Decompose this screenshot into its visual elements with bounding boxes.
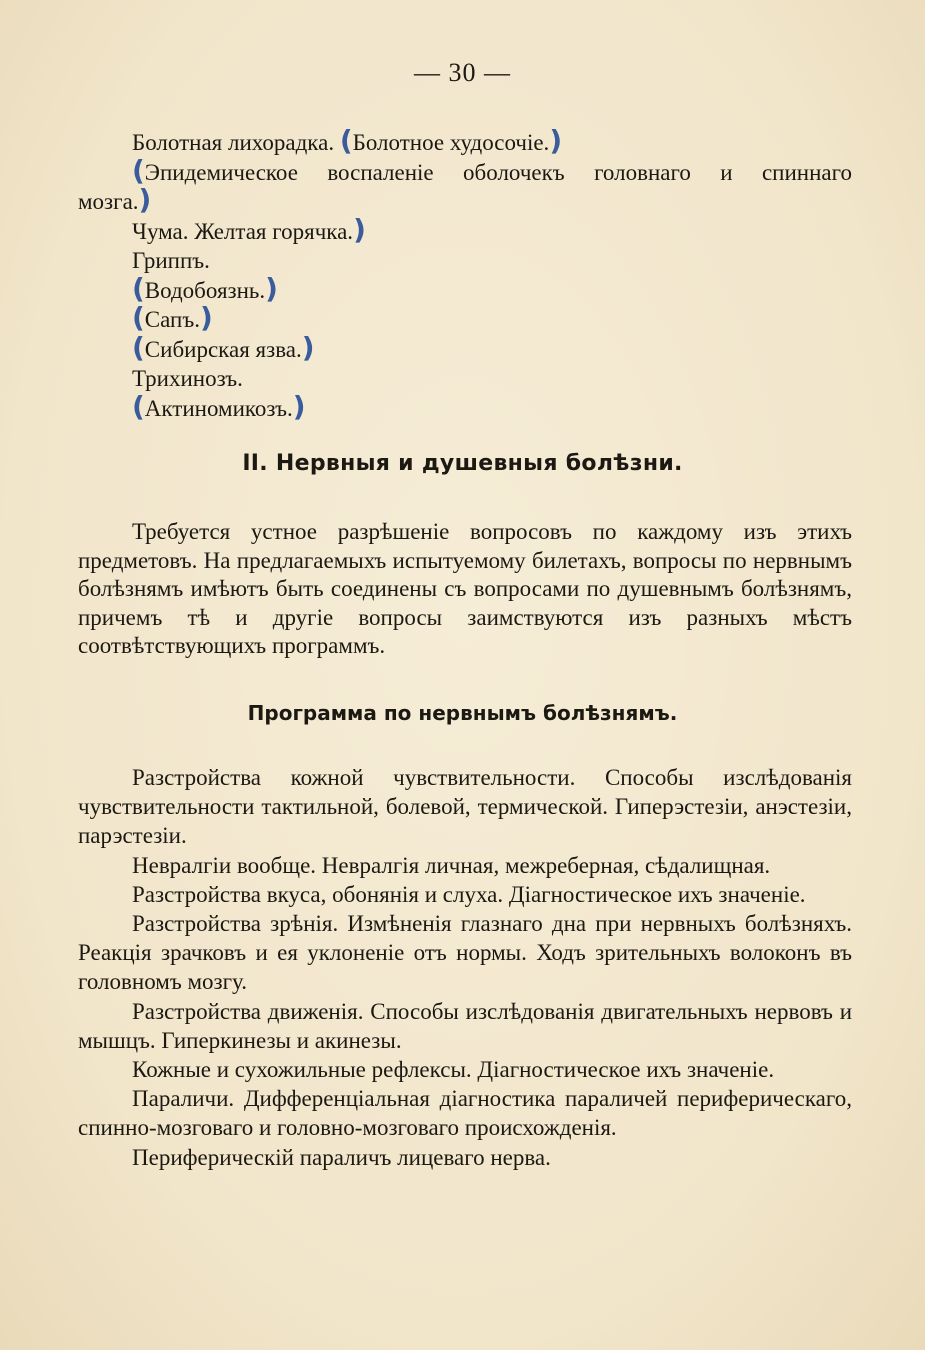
list-item-bracketed-text: Болотное худосочіе. <box>352 130 550 155</box>
list-item-text: Трихинозъ. <box>132 366 243 391</box>
pencil-bracket-close-mark: ) <box>200 301 213 334</box>
program-body <box>78 763 852 1172</box>
program-paragraph: Невралгіи вообще. Невралгія личная, межреберная, сѣдалищная. <box>132 852 771 878</box>
pencil-bracket-close-mark: ) <box>138 183 152 216</box>
list-item <box>78 330 852 365</box>
program-paragraph: Разстройства зрѣнія. Измѣненія глазнаго дна при нервныхъ болѣзняхъ. Реакція зрачковъ и ея уклоненіе отъ нормы. Ходъ зрительныхъ волоконъ въ головномъ мозгу. <box>78 911 852 995</box>
list-item-text: Эпидемическое воспаленіе оболочекъ головнаго и спиннаго <box>144 159 852 185</box>
program-paragraph: Разстройства вкуса, обонянія и слуха. Діагностическое ихъ значеніе. <box>132 881 806 907</box>
pencil-bracket-open-mark: ( <box>132 301 145 334</box>
program-paragraph: Кожные и сухожильные рефлексы. Діагностическое ихъ значеніе. <box>132 1057 775 1083</box>
list-item-bracketed-text: Сибирская язва. <box>144 336 302 362</box>
list-item <box>78 124 852 158</box>
list-item <box>78 389 852 424</box>
program-paragraph: Параличи. Дифференціальная діагностика параличей периферическаго, спинно-мозговаго и головно-мозговаго происхожденія. <box>78 1086 852 1141</box>
list-item <box>78 153 852 217</box>
list-item <box>78 271 852 306</box>
pencil-bracket-open-mark: ( <box>132 389 145 423</box>
pencil-bracket-open-mark: ( <box>132 153 145 187</box>
intro-paragraph: Требуется устное разрѣшеніе вопросовъ по каждому изъ этихъ предметовъ. На предлагаемыхъ испытуемому билетахъ, вопросы по нервнымъ болѣзнямъ имѣютъ быть соединены съ вопросами по душевнымъ болѣзнямъ, причемъ тѣ и другіе вопросы заимствуются изъ разныхъ мѣстъ соотвѣтствующихъ программъ. <box>78 519 852 658</box>
program-paragraph: Разстройства кожной чувствительности. Способы изслѣдованія чувствительности тактильной, болевой, термической. Гиперэстезіи, анэстезіи, парэстезіи. <box>78 765 852 849</box>
program-heading: Программа по нервнымъ болѣзнямъ. <box>247 701 678 725</box>
list-item-bracketed-text: Желтая горячка. <box>194 218 354 244</box>
disease-list <box>78 124 852 423</box>
section-heading: II. Нервныя и душевныя болѣзни. <box>242 451 683 476</box>
list-item <box>78 364 852 394</box>
pencil-bracket-open-mark: ( <box>132 271 145 305</box>
list-item-text: Гриппъ. <box>132 248 210 273</box>
page-number: — 30 — <box>414 58 511 87</box>
list-item-bracketed-text: Актиномикозъ. <box>144 395 293 421</box>
pencil-bracket-close-mark: ) <box>265 271 278 305</box>
list-item-text-continued: мозга. <box>78 189 139 214</box>
program-paragraph: Периферическій параличъ лицеваго нерва. <box>132 1144 551 1170</box>
list-item-bracketed-text: Водобоязнь. <box>144 277 266 303</box>
list-item-text: Чума. <box>132 218 195 244</box>
list-item <box>78 246 852 276</box>
program-paragraph: Разстройства движенія. Способы изслѣдованія двигательныхъ нервовъ и мышцъ. Гиперкинезы и акинезы. <box>78 998 852 1053</box>
pencil-bracket-close-mark: ) <box>549 124 563 157</box>
pencil-bracket-close-mark: ) <box>292 389 306 423</box>
list-item <box>78 212 852 247</box>
list-item-bracketed-text: Сапъ. <box>144 307 200 332</box>
pencil-bracket-close-mark: ) <box>301 330 315 364</box>
list-item <box>78 301 852 335</box>
pencil-bracket-open-mark: ( <box>132 330 145 364</box>
pencil-bracket-open-mark: ( <box>339 124 353 157</box>
list-item-text: Болотная лихорадка. <box>132 130 340 155</box>
pencil-bracket-close-mark: ) <box>353 212 366 246</box>
